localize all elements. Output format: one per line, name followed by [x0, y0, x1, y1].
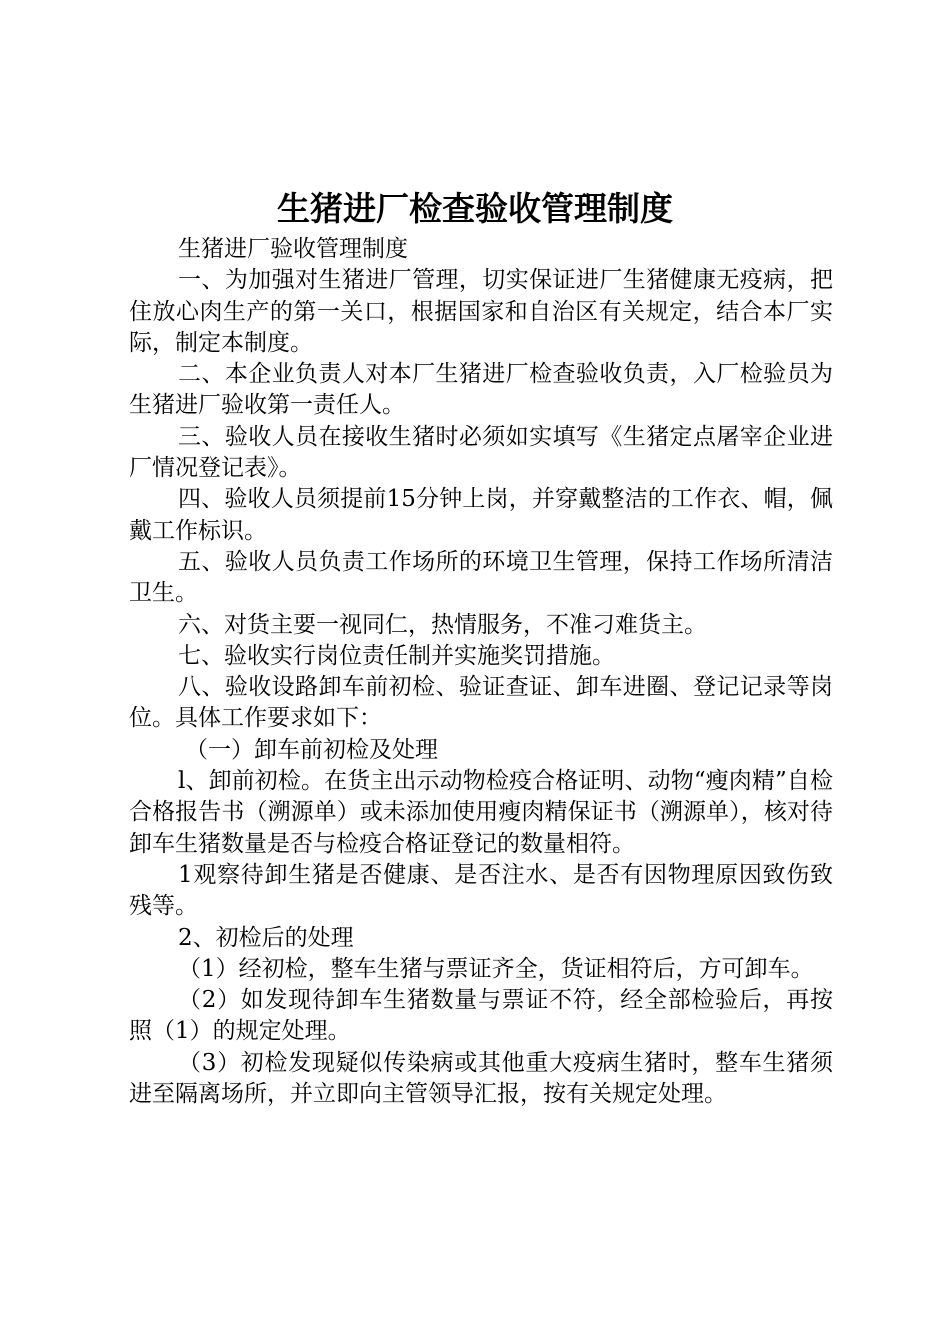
paragraph-7: 七、验收实行岗位责任制并实施奖罚措施。 — [178, 642, 615, 669]
paragraph-subtitle: 生猪进厂验收管理制度 — [178, 236, 408, 262]
paragraph-6: 六、对货主要一视同仁，热情服务，不准刁难货主。 — [178, 611, 707, 638]
paragraph-sub-1: （1）经初检，整车生猪与票证齐全，货证相符后，方可卸车。 — [178, 955, 814, 982]
paragraph-8: 八、验收设路卸车前初检、验证查证、卸车进圈、登记记录等岗位。具体工作要求如下： — [129, 674, 833, 732]
document-body — [129, 234, 833, 1110]
paragraph-5: 五、验收人员负责工作场所的环境卫生管理，保持工作场所清洁卫生。 — [129, 548, 833, 607]
paragraph-item-2: 2、初检后的处理 — [178, 924, 354, 951]
section-heading-1: （一）卸车前初检及处理 — [185, 736, 438, 763]
paragraph-observe: 1观察待卸生猪是否健康、是否注水、是否有因物理原因致伤致残等。 — [129, 861, 833, 920]
paragraph-2: 二、本企业负责人对本厂生猪进厂检查验收负责，入厂检验员为生猪进厂验收第一责任人。 — [129, 361, 833, 419]
paragraph-1: 一、为加强对生猪进厂管理，切实保证进厂生猪健康无疫病，把住放心肉生产的第一关口，根据国家和自治区有关规定，结合本厂实际，制定本制度。 — [129, 267, 833, 356]
paragraph-sub-2: （2）如发现待卸车生猪数量与票证不符，经全部检验后，再按照（1）的规定处理。 — [129, 987, 833, 1045]
paragraph-item-1: l、卸前初检。在货主出示动物检疫合格证明、动物“瘦肉精”自检合格报告书（溯源单）或未添加使用瘦肉精保证书（溯源单），核对待卸车生猪数量是否与检疫合格证登记的数量相符。 — [129, 768, 833, 857]
document-title: 生猪进厂检查验收管理制度 — [277, 189, 673, 228]
paragraph-3: 三、验收人员在接收生猪时必须如实填写《生猪定点屠宰企业进厂情况登记表》。 — [129, 423, 833, 482]
paragraph-4: 四、验收人员须提前15分钟上岗，并穿戴整洁的工作衣、帽，佩戴工作标识。 — [129, 486, 833, 544]
paragraph-sub-3: （3）初检发现疑似传染病或其他重大疫病生猪时，整车生猪须进至隔离场所，并立即向主管领导汇报，按有关规定处理。 — [129, 1049, 833, 1108]
